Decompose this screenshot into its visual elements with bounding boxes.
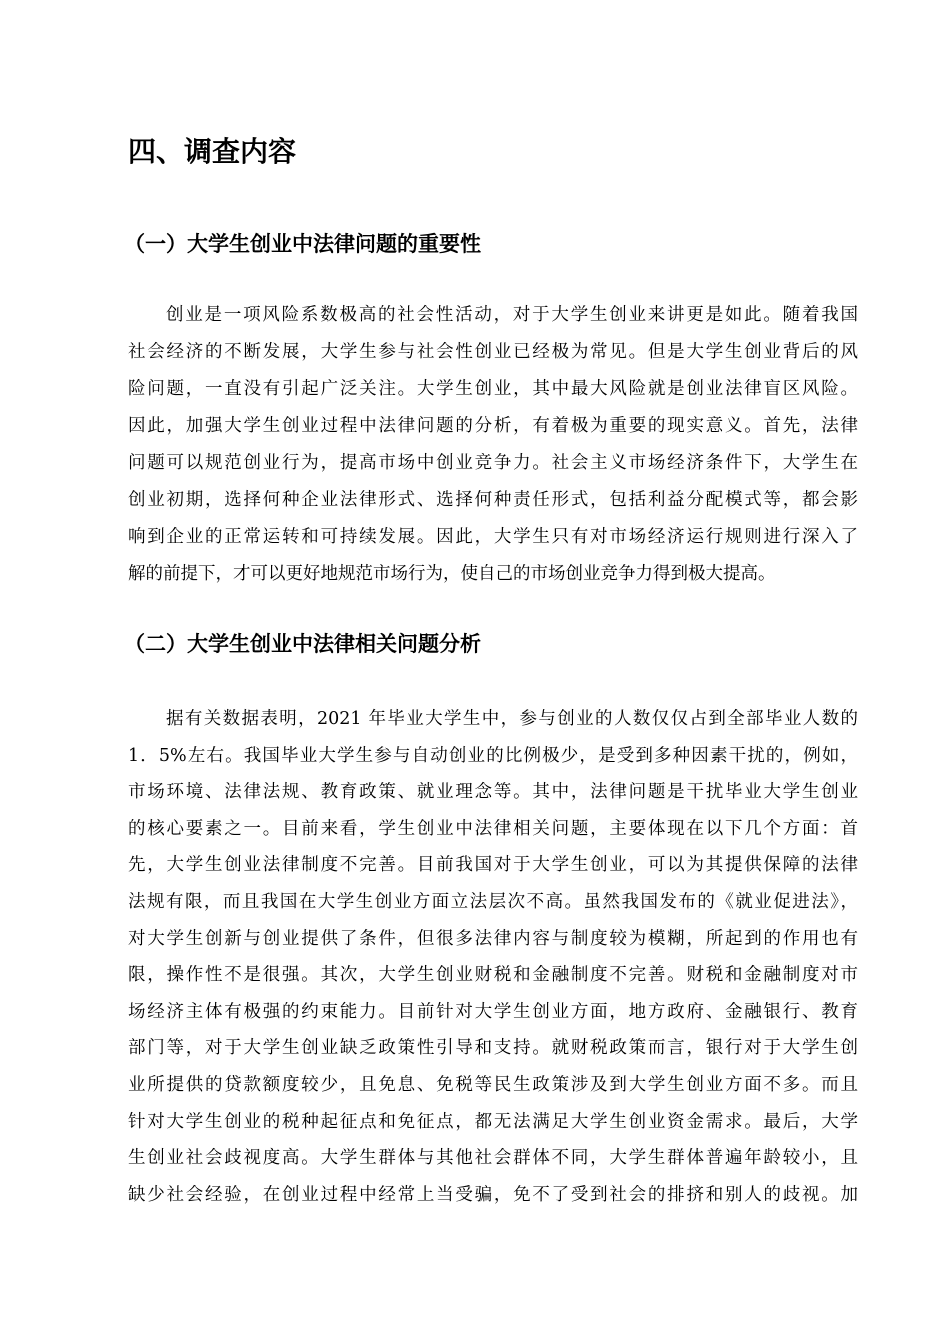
paragraph-line: 生创业社会歧视度高。大学生群体与其他社会群体不同，大学生群体普遍年龄较小，且 — [128, 1148, 858, 1169]
paragraph-line: 部门等，对于大学生创业缺乏政策性引导和支持。就财税政策而言，银行对于大学生创 — [128, 1038, 858, 1059]
paragraph-line: 社会经济的不断发展，大学生参与社会性创业已经极为常见。但是大学生创业背后的风 — [128, 342, 858, 362]
paragraph-line: 市场环境、法律法规、教育政策、就业理念等。其中，法律问题是干扰毕业大学生创业 — [128, 782, 858, 803]
paragraph-line: 1．5%左右。我国毕业大学生参与自动创业的比例极少，是受到多种因素干扰的，例如， — [128, 745, 858, 766]
paragraph-importance — [128, 297, 858, 593]
paragraph-line: 险问题，一直没有引起广泛关注。大学生创业，其中最大风险就是创业法律盲区风险。 — [128, 379, 858, 399]
paragraph-line: 限，操作性不是很强。其次，大学生创业财税和金融制度不完善。财税和金融制度对市 — [128, 965, 858, 986]
section-heading: 四、调查内容 — [128, 135, 297, 168]
paragraph-line: 解的前提下，才可以更好地规范市场行为，使自己的市场创业竞争力得到极大提高。 — [128, 564, 776, 584]
paragraph-line: 法规有限，而且我国在大学生创业方面立法层次不高。虽然我国发布的《就业促进法》， — [128, 891, 858, 912]
paragraph-line: 据有关数据表明，2021 年毕业大学生中，参与创业的人数仅仅占到全部毕业人数的 — [166, 709, 858, 729]
paragraph-line: 创业初期，选择何种企业法律形式、选择何种责任形式，包括利益分配模式等，都会影 — [128, 490, 858, 510]
paragraph-line: 针对大学生创业的税种起征点和免征点，都无法满足大学生创业资金需求。最后，大学 — [128, 1111, 858, 1132]
paragraph-analysis — [128, 701, 858, 1213]
paragraph-line: 响到企业的正常运转和可持续发展。因此，大学生只有对市场经济运行规则进行深入了 — [128, 527, 858, 547]
paragraph-line: 缺少社会经验，在创业过程中经常上当受骗，免不了受到社会的排挤和别人的歧视。加 — [128, 1184, 858, 1205]
paragraph-line: 因此，加强大学生创业过程中法律问题的分析，有着极为重要的现实意义。首先，法律 — [128, 416, 858, 436]
paragraph-line: 业所提供的贷款额度较少，且免息、免税等民生政策涉及到大学生创业方面不多。而且 — [128, 1074, 858, 1095]
paragraph-line: 的核心要素之一。目前来看，学生创业中法律相关问题，主要体现在以下几个方面：首 — [128, 818, 858, 839]
paragraph-line: 创业是一项风险系数极高的社会性活动，对于大学生创业来讲更是如此。随着我国 — [166, 305, 858, 325]
paragraph-line: 先，大学生创业法律制度不完善。目前我国对于大学生创业，可以为其提供保障的法律 — [128, 855, 858, 876]
paragraph-line: 对大学生创新与创业提供了条件，但很多法律内容与制度较为模糊，所起到的作用也有 — [128, 928, 858, 949]
paragraph-line: 场经济主体有极强的约束能力。目前针对大学生创业方面，地方政府、金融银行、教育 — [128, 1001, 858, 1022]
subsection-title-importance: （一）大学生创业中法律问题的重要性 — [124, 232, 481, 256]
subsection-title-analysis: （二）大学生创业中法律相关问题分析 — [124, 632, 481, 656]
paragraph-line: 问题可以规范创业行为，提高市场中创业竞争力。社会主义市场经济条件下，大学生在 — [128, 453, 858, 473]
